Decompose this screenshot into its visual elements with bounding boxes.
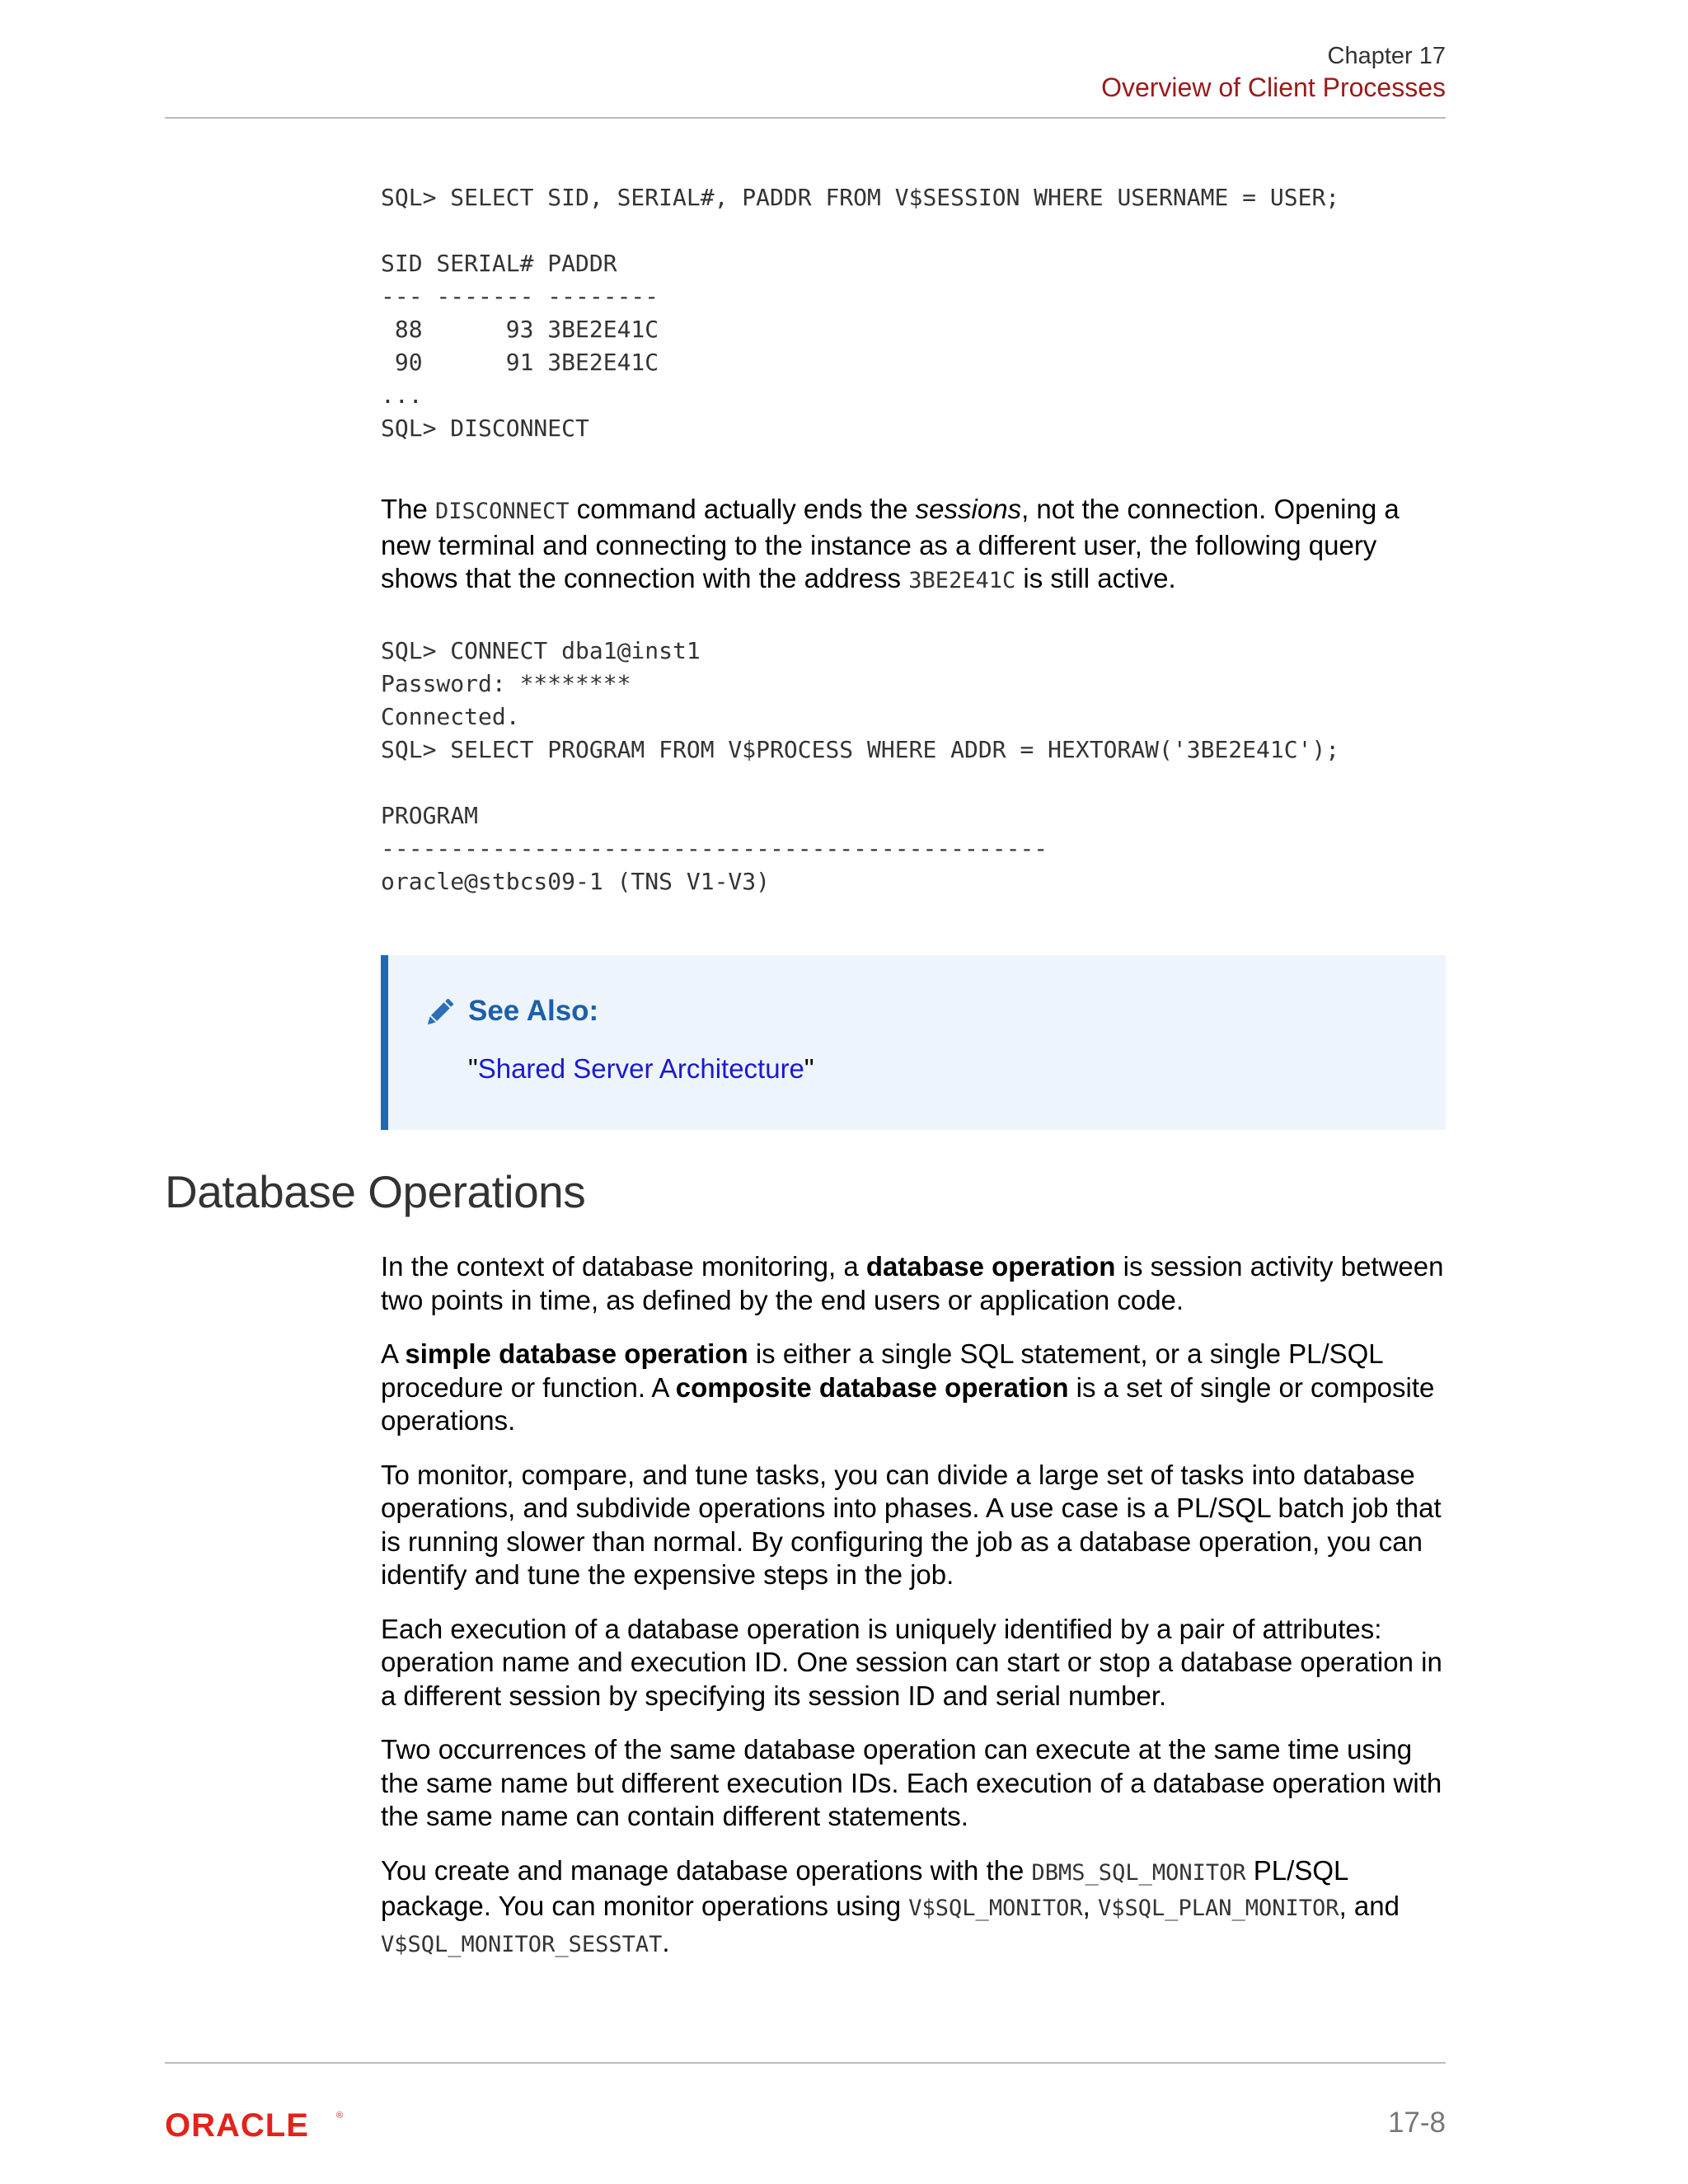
svg-text:®: ® [336, 2111, 344, 2121]
page-number: 17-8 [1387, 2107, 1446, 2139]
text-run: . [662, 1926, 670, 1957]
text-run: You create and manage database operations with the [381, 1854, 1032, 1886]
section-heading: Database Operations [165, 1166, 586, 1217]
text-run: , not the connection. Opening a new terminal and connecting to the instance as a different user, the following query shows that the connection with the address [381, 494, 1400, 593]
see-also-title: See Also: [468, 995, 599, 1027]
emphasis: sessions [915, 494, 1022, 524]
text-run: The [381, 494, 436, 524]
header-divider [165, 117, 1446, 119]
code-block-session-query: SQL> SELECT SID, SERIAL#, PADDR FROM V$SESSION WHERE USERNAME = USER; SID SERIAL# PADDR --- ------- -------- 88 93 3BE2E41C 90 91 3BE2E41C ... SQL> DISCONNECT [381, 184, 1340, 442]
text-run: PL/SQL package. You can monitor operations using [381, 1854, 1348, 1921]
bold-term: composite database operation [675, 1371, 1069, 1403]
see-also-box [381, 955, 1446, 1130]
header-chapter-title: Overview of Client Processes [1101, 73, 1446, 102]
paragraph [381, 1250, 1452, 1317]
text-run: In the context of database monitoring, a [381, 1251, 866, 1282]
text-run: is still active. [1015, 563, 1176, 593]
code-block-process-query: SQL> CONNECT dba1@inst1 Password: ******** Connected. SQL> SELECT PROGRAM FROM V$PROCESS WHERE ADDR = HEXTORAW('3BE2E41C'); PROGRAM ------------------------------------------------ oracle@stbcs09-1 (TNS V1-V3) [381, 637, 1340, 895]
inline-code: V$SQL_MONITOR [908, 1896, 1083, 1921]
text-run: , and [1339, 1891, 1400, 1921]
paragraph [381, 1338, 1452, 1438]
header-chapter: Chapter 17 [1327, 43, 1446, 69]
text-run: is session activity between two points in time, as defined by the end users or application code. [381, 1251, 1444, 1315]
quote-open: " [468, 1053, 478, 1084]
disconnect-paragraph [381, 493, 1452, 598]
text-run: is a set of single or composite operations. [381, 1371, 1435, 1436]
oracle-logo [165, 2107, 354, 2143]
text-run: A [381, 1338, 406, 1369]
inline-code: DISCONNECT [435, 499, 570, 524]
quote-close: " [804, 1053, 814, 1084]
section-body [381, 1250, 1452, 1982]
bold-term: simple database operation [405, 1338, 748, 1369]
inline-code: DBMS_SQL_MONITOR [1031, 1859, 1246, 1886]
text-run: is either a single SQL statement, or a single PL/SQL procedure or function. A [381, 1338, 1383, 1403]
see-also-reference [468, 1053, 814, 1085]
paragraph: Two occurrences of the same database operation can execute at the same time using the same name but different execution IDs. Each execution of a database operation with the same name can contain different statements. [381, 1734, 1442, 1831]
inline-code: V$SQL_MONITOR_SESSTAT [381, 1931, 663, 1957]
oracle-logo-text: ORACLE [165, 2107, 309, 2143]
text-run: command actually ends the [569, 494, 916, 524]
bold-term: database operation [865, 1251, 1116, 1282]
footer-divider [165, 2062, 1446, 2064]
inline-code: 3BE2E41C [908, 568, 1016, 593]
pencil-icon [421, 995, 457, 1031]
text-run: , [1082, 1891, 1098, 1921]
paragraph: Each execution of a database operation is uniquely identified by a pair of attributes: operation name and execution ID. One session can start or stop a database operation in a different session by specifying its session ID and serial number. [381, 1613, 1442, 1711]
shared-server-architecture-link[interactable]: Shared Server Architecture [477, 1053, 804, 1084]
inline-code: V$SQL_PLAN_MONITOR [1097, 1896, 1339, 1921]
paragraph [381, 1854, 1452, 1962]
paragraph: To monitor, compare, and tune tasks, you can divide a large set of tasks into database operations, and subdivide operations into phases. A use case is a PL/SQL batch job that is running slower than normal. By configuring the job as a database operation, you can identify and tune the expensive steps in the job. [381, 1459, 1442, 1590]
